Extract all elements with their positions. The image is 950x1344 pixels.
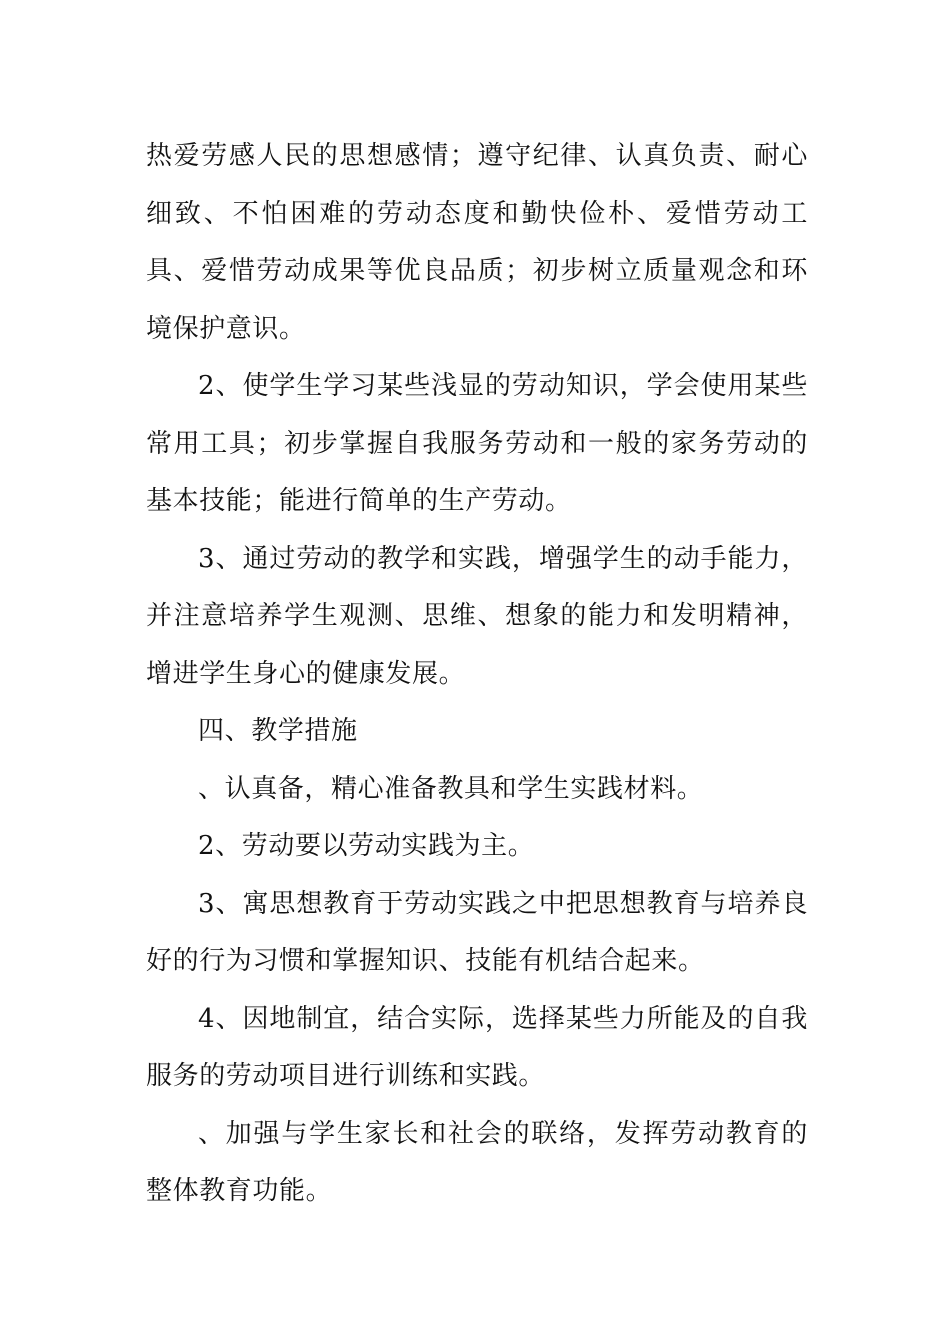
- paragraph-measure-3-moral-education: 3、寓思想教育于劳动实践之中把思想教育与培养良好的行为习惯和掌握知识、技能有机结合起来。: [146, 888, 808, 976]
- paragraph-measure-2-practice: 2、劳动要以劳动实践为主。: [198, 831, 535, 861]
- paragraph-item-2-skills: 2、使学生学习某些浅显的劳动知识，学会使用某些常用工具；初步掌握自我服务劳动和一般的家务劳动的基本技能；能进行简单的生产劳动。: [146, 371, 808, 516]
- paragraph-measure-4-local-conditions: 4、因地制宜，结合实际，选择某些力所能及的自我服务的劳动项目进行训练和实践。: [146, 1003, 808, 1091]
- paragraph-attitude-goals: 热爱劳感人民的思想感情；遵守纪律、认真负责、耐心细致、不怕困难的劳动态度和勤快俭朴、爱惜劳动工具、爱惜劳动成果等优良品质；初步树立质量观念和环境保护意识。: [146, 141, 808, 344]
- paragraph-measure-family-society: 、加强与学生家长和社会的联络，发挥劳动教育的整体教育功能。: [146, 1118, 808, 1206]
- section-heading-teaching-measures: 四、教学措施: [198, 716, 358, 746]
- document-body: [146, 128, 808, 1221]
- paragraph-item-3-abilities: 3、通过劳动的教学和实践，增强学生的动手能力，并注意培养学生观测、思维、想象的能力和发明精神，增进学生身心的健康发展。: [146, 543, 808, 689]
- paragraph-measure-preparation: 、认真备，精心准备教具和学生实践材料。: [198, 773, 704, 804]
